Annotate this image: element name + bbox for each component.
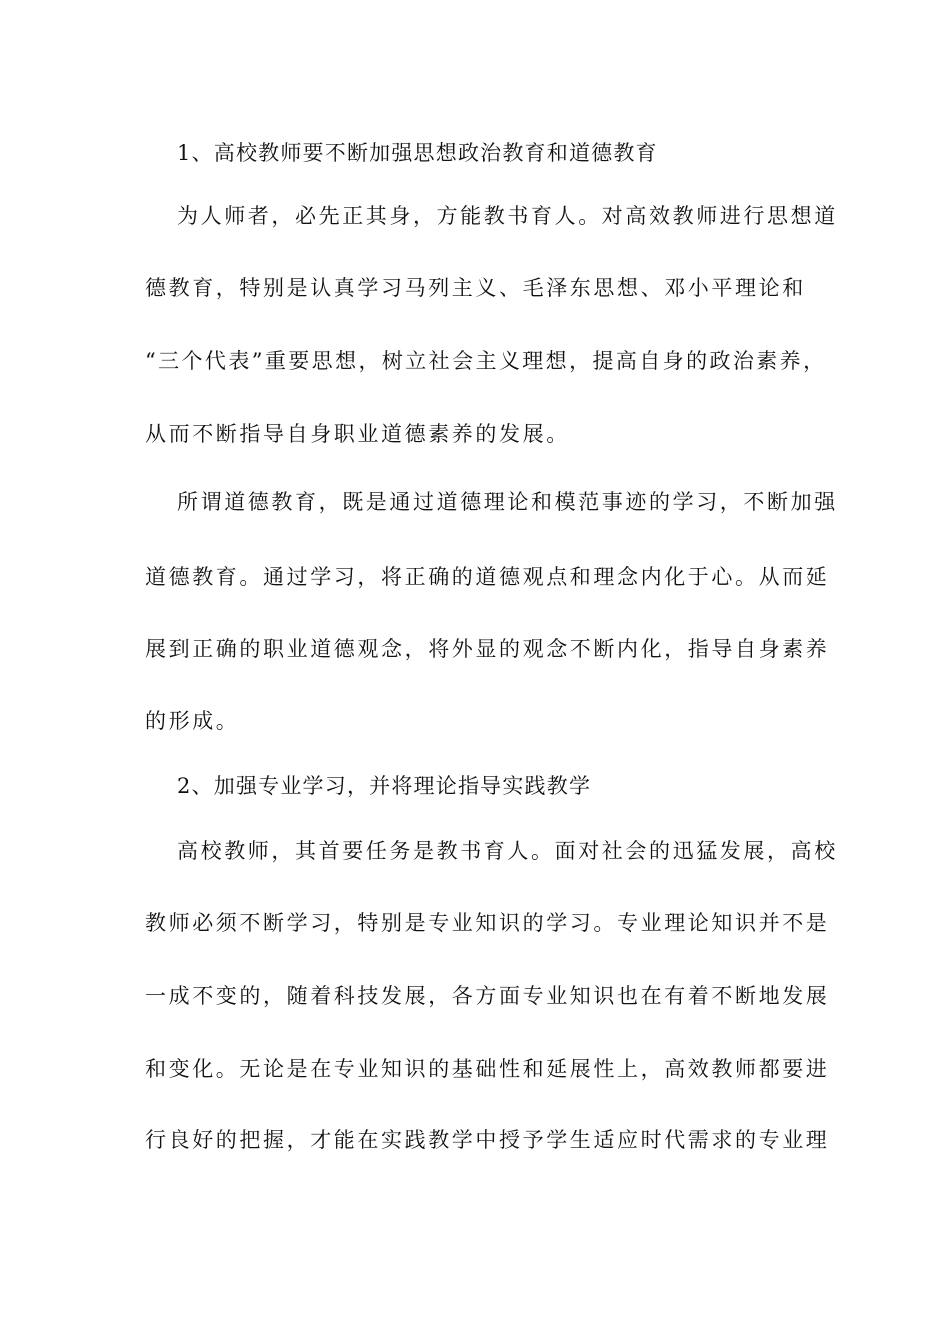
paragraph-line: 高校教师，其首要任务是教书育人。面对社会的迅猛发展，高校 xyxy=(177,839,838,863)
paragraph-line: 为人师者，必先正其身，方能教书育人。对高效教师进行思想道 xyxy=(177,204,838,228)
paragraph-line: 一成不变的，随着科技发展，各方面专业知识也在有着不断地发展 xyxy=(145,984,830,1008)
paragraph-line: 所谓道德教育，既是通过道德理论和模范事迹的学习，不断加强 xyxy=(177,490,838,514)
paragraph-line: “三个代表”重要思想，树立社会主义理想，提高自身的政治素养， xyxy=(145,349,827,373)
paragraph-line: 从而不断指导自身职业道德素养的发展。 xyxy=(145,422,570,446)
paragraph-line: 德教育，特别是认真学习马列主义、毛泽东思想、邓小平理论和 xyxy=(145,276,806,300)
paragraph-line: 行良好的把握，才能在实践教学中授予学生适应时代需求的专业理 xyxy=(145,1128,830,1152)
paragraph-line: 教师必须不断学习，特别是专业知识的学习。专业理论知识并不是 xyxy=(145,911,830,935)
paragraph-line: 展到正确的职业道德观念，将外显的观念不断内化，指导自身素养 xyxy=(145,637,830,661)
paragraph-line: 和变化。无论是在专业知识的基础性和延展性上，高效教师都要进 xyxy=(145,1057,830,1081)
paragraph-line: 道德教育。通过学习，将正确的道德观点和理念内化于心。从而延 xyxy=(145,565,830,589)
paragraph-line: 的形成。 xyxy=(145,709,240,733)
section-heading-2: 2、加强专业学习，并将理论指导实践教学 xyxy=(177,774,592,798)
section-heading-1: 1、高校教师要不断加强思想政治教育和道德教育 xyxy=(177,141,658,165)
